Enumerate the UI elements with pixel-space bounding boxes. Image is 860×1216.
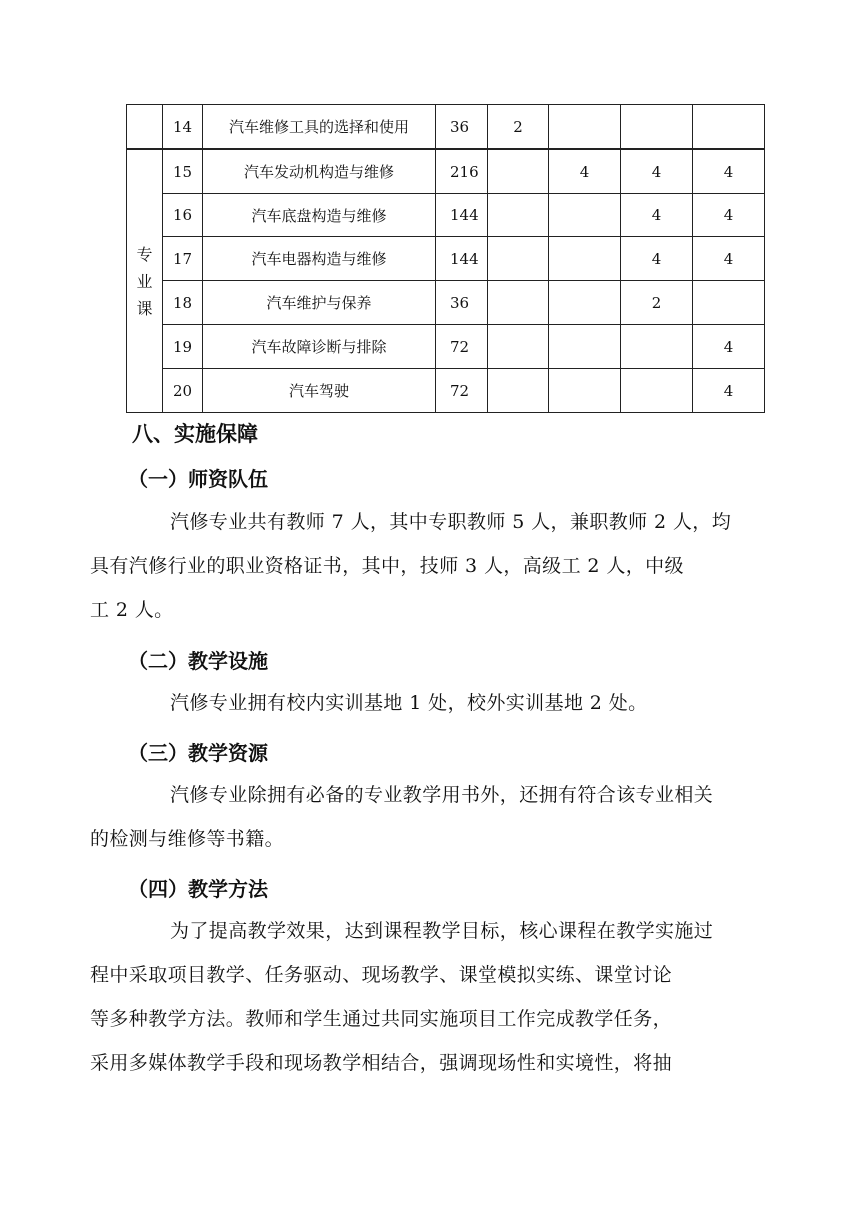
course-hours: 144 xyxy=(436,237,488,281)
course-name: 汽车电器构造与维修 xyxy=(203,237,436,281)
semester-cell xyxy=(549,369,621,413)
text-line: 程中采取项目教学、任务驱动、现场教学、课堂模拟实练、课堂讨论 xyxy=(90,964,673,986)
course-number: 19 xyxy=(163,325,203,369)
table-row xyxy=(127,281,765,325)
table-row xyxy=(127,369,765,413)
text-line: 具有汽修行业的职业资格证书，其中，技师 3 人，高级工 2 人，中级 xyxy=(90,555,684,577)
subsection-heading: （三）教学资源 xyxy=(128,741,268,765)
text-line: 工 2 人。 xyxy=(90,599,174,621)
semester-cell xyxy=(488,369,549,413)
category-cell-empty xyxy=(127,105,163,150)
category-char: 课 xyxy=(136,298,153,318)
course-name: 汽车故障诊断与排除 xyxy=(203,325,436,369)
category-char: 业 xyxy=(136,271,153,291)
semester-cell: 4 xyxy=(549,149,621,194)
semester-cell xyxy=(621,325,693,369)
semester-cell: 4 xyxy=(693,237,765,281)
category-cell xyxy=(127,149,163,413)
text-line: 等多种教学方法。教师和学生通过共同实施项目工作完成教学任务， xyxy=(90,1008,673,1030)
semester-cell xyxy=(549,237,621,281)
course-name: 汽车维护与保养 xyxy=(203,281,436,325)
text-line: 汽修专业共有教师 7 人，其中专职教师 5 人，兼职教师 2 人，均 xyxy=(170,511,732,533)
semester-cell xyxy=(549,281,621,325)
course-table xyxy=(126,104,765,413)
course-number: 20 xyxy=(163,369,203,413)
section-heading: 八、实施保障 xyxy=(132,422,258,446)
course-name: 汽车发动机构造与维修 xyxy=(203,149,436,194)
text-line: 为了提高教学效果，达到课程教学目标，核心课程在教学实施过 xyxy=(170,920,714,942)
semester-cell xyxy=(549,105,621,150)
course-number: 18 xyxy=(163,281,203,325)
course-hours: 144 xyxy=(436,194,488,237)
course-number: 15 xyxy=(163,149,203,194)
semester-cell xyxy=(488,149,549,194)
course-hours: 36 xyxy=(436,105,488,150)
semester-cell: 4 xyxy=(693,194,765,237)
semester-cell: 4 xyxy=(621,149,693,194)
paragraph xyxy=(130,681,766,725)
semester-cell: 4 xyxy=(693,149,765,194)
semester-cell xyxy=(488,194,549,237)
semester-cell: 4 xyxy=(693,369,765,413)
semester-cell xyxy=(488,325,549,369)
semester-cell xyxy=(693,105,765,150)
semester-cell: 2 xyxy=(621,281,693,325)
semester-cell xyxy=(488,237,549,281)
semester-cell: 4 xyxy=(621,237,693,281)
paragraph xyxy=(90,500,766,632)
table-row xyxy=(127,149,765,194)
subsection-heading: （一）师资队伍 xyxy=(128,467,268,491)
course-name: 汽车驾驶 xyxy=(203,369,436,413)
course-number: 14 xyxy=(163,105,203,150)
course-hours: 72 xyxy=(436,325,488,369)
text-line: 采用多媒体教学手段和现场教学相结合，强调现场性和实境性，将抽 xyxy=(90,1052,673,1074)
text-line: 的检测与维修等书籍。 xyxy=(90,828,285,850)
semester-cell xyxy=(549,194,621,237)
category-char: 专 xyxy=(136,244,153,264)
course-hours: 216 xyxy=(436,149,488,194)
course-number: 16 xyxy=(163,194,203,237)
semester-cell xyxy=(621,105,693,150)
subsection-heading: （二）教学设施 xyxy=(128,649,268,673)
text-line: 汽修专业除拥有必备的专业教学用书外，还拥有符合该专业相关 xyxy=(170,784,714,806)
table-row xyxy=(127,105,765,150)
table-row xyxy=(127,325,765,369)
semester-cell: 4 xyxy=(693,325,765,369)
semester-cell xyxy=(488,281,549,325)
paragraph xyxy=(90,773,766,861)
semester-cell xyxy=(621,369,693,413)
semester-cell: 2 xyxy=(488,105,549,150)
course-hours: 72 xyxy=(436,369,488,413)
semester-cell xyxy=(693,281,765,325)
table-row xyxy=(127,194,765,237)
semester-cell: 4 xyxy=(621,194,693,237)
text-line: 汽修专业拥有校内实训基地 1 处，校外实训基地 2 处。 xyxy=(170,692,648,714)
course-name: 汽车底盘构造与维修 xyxy=(203,194,436,237)
course-number: 17 xyxy=(163,237,203,281)
table-row xyxy=(127,237,765,281)
semester-cell xyxy=(549,325,621,369)
paragraph xyxy=(90,909,766,1085)
course-name: 汽车维修工具的选择和使用 xyxy=(203,105,436,150)
subsection-heading: （四）教学方法 xyxy=(128,877,268,901)
course-hours: 36 xyxy=(436,281,488,325)
